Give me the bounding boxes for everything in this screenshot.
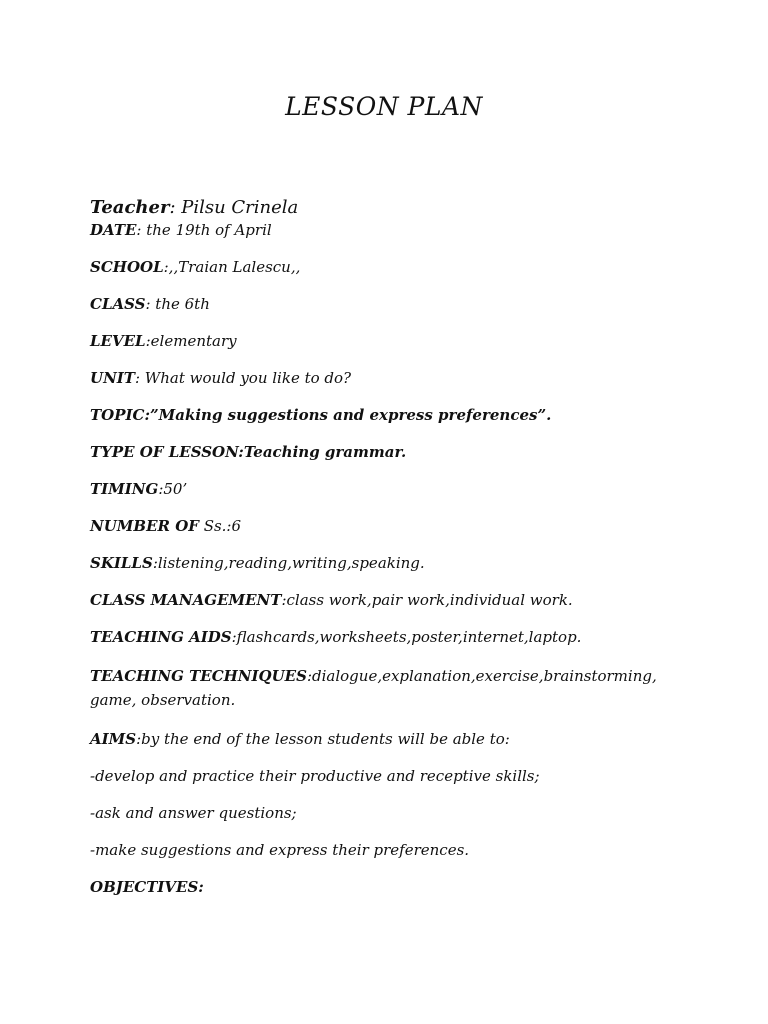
topic-line [90, 405, 690, 425]
teaching-aids-label: TEACHING AIDS [90, 628, 232, 646]
level-label: LEVEL [90, 332, 146, 350]
skills-value: :listening,reading,writing,speaking. [152, 554, 425, 572]
topic-label: TOPIC: [90, 406, 150, 424]
aims-value: :by the end of the lesson students will be able to: [136, 730, 510, 748]
class-management-label: CLASS MANAGEMENT [90, 591, 282, 609]
type-of-lesson-label: TYPE OF LESSON: [90, 443, 244, 461]
unit-label: UNIT [90, 369, 135, 387]
objectives-label: OBJECTIVES: [90, 878, 204, 896]
unit-value: : What would you like to do? [134, 369, 352, 387]
date-value: : the 19th of April [136, 221, 272, 239]
aims-line [90, 729, 690, 749]
type-of-lesson-value: Teaching grammar. [243, 443, 407, 461]
class-management-line [90, 590, 690, 610]
teaching-aids-value: :flashcards,worksheets,poster,internet,laptop. [231, 628, 582, 646]
skills-label: SKILLS [90, 554, 153, 572]
number-of-value: Ss.:6 [198, 517, 242, 535]
unit-line [90, 368, 690, 388]
aim-item: -make suggestions and express their preferences. [90, 841, 470, 859]
teacher-value: : Pilsu Crinela [169, 197, 299, 218]
teaching-aids-line [90, 627, 690, 647]
page-title: LESSON PLAN [285, 92, 483, 121]
topic-value: ”Making suggestions and express preferences”. [150, 406, 552, 424]
teaching-techniques-label: TEACHING TECHNIQUES [90, 667, 307, 685]
class-line [90, 294, 690, 314]
school-value: :,,Traian Lalescu,, [163, 258, 301, 276]
timing-label: TIMING [90, 480, 159, 498]
aim-item: -ask and answer questions; [90, 804, 297, 822]
number-of-label: NUMBER OF [90, 517, 199, 535]
level-value: :elementary [145, 332, 237, 350]
class-label: CLASS [90, 295, 146, 313]
date-line [90, 220, 690, 240]
teaching-techniques-value: :dialogue,explanation,exercise,brainstorming, game, observation. [90, 667, 657, 709]
teacher-line [90, 196, 690, 220]
teaching-techniques-line [90, 664, 690, 712]
school-line [90, 257, 690, 277]
skills-line [90, 553, 690, 573]
number-of-students-line [90, 516, 690, 536]
level-line [90, 331, 690, 351]
lesson-plan-details [90, 196, 690, 897]
school-label: SCHOOL [90, 258, 164, 276]
class-value: : the 6th [145, 295, 210, 313]
aim-item: -develop and practice their productive and receptive skills; [90, 767, 540, 785]
aims-label: AIMS [90, 730, 137, 748]
timing-line [90, 479, 690, 499]
date-label: DATE [90, 221, 137, 239]
timing-value: :50’ [158, 480, 188, 498]
teacher-label: Teacher [90, 197, 170, 218]
type-of-lesson-line [90, 442, 690, 462]
objectives-line [90, 877, 690, 897]
class-management-value: :class work,pair work,individual work. [281, 591, 573, 609]
